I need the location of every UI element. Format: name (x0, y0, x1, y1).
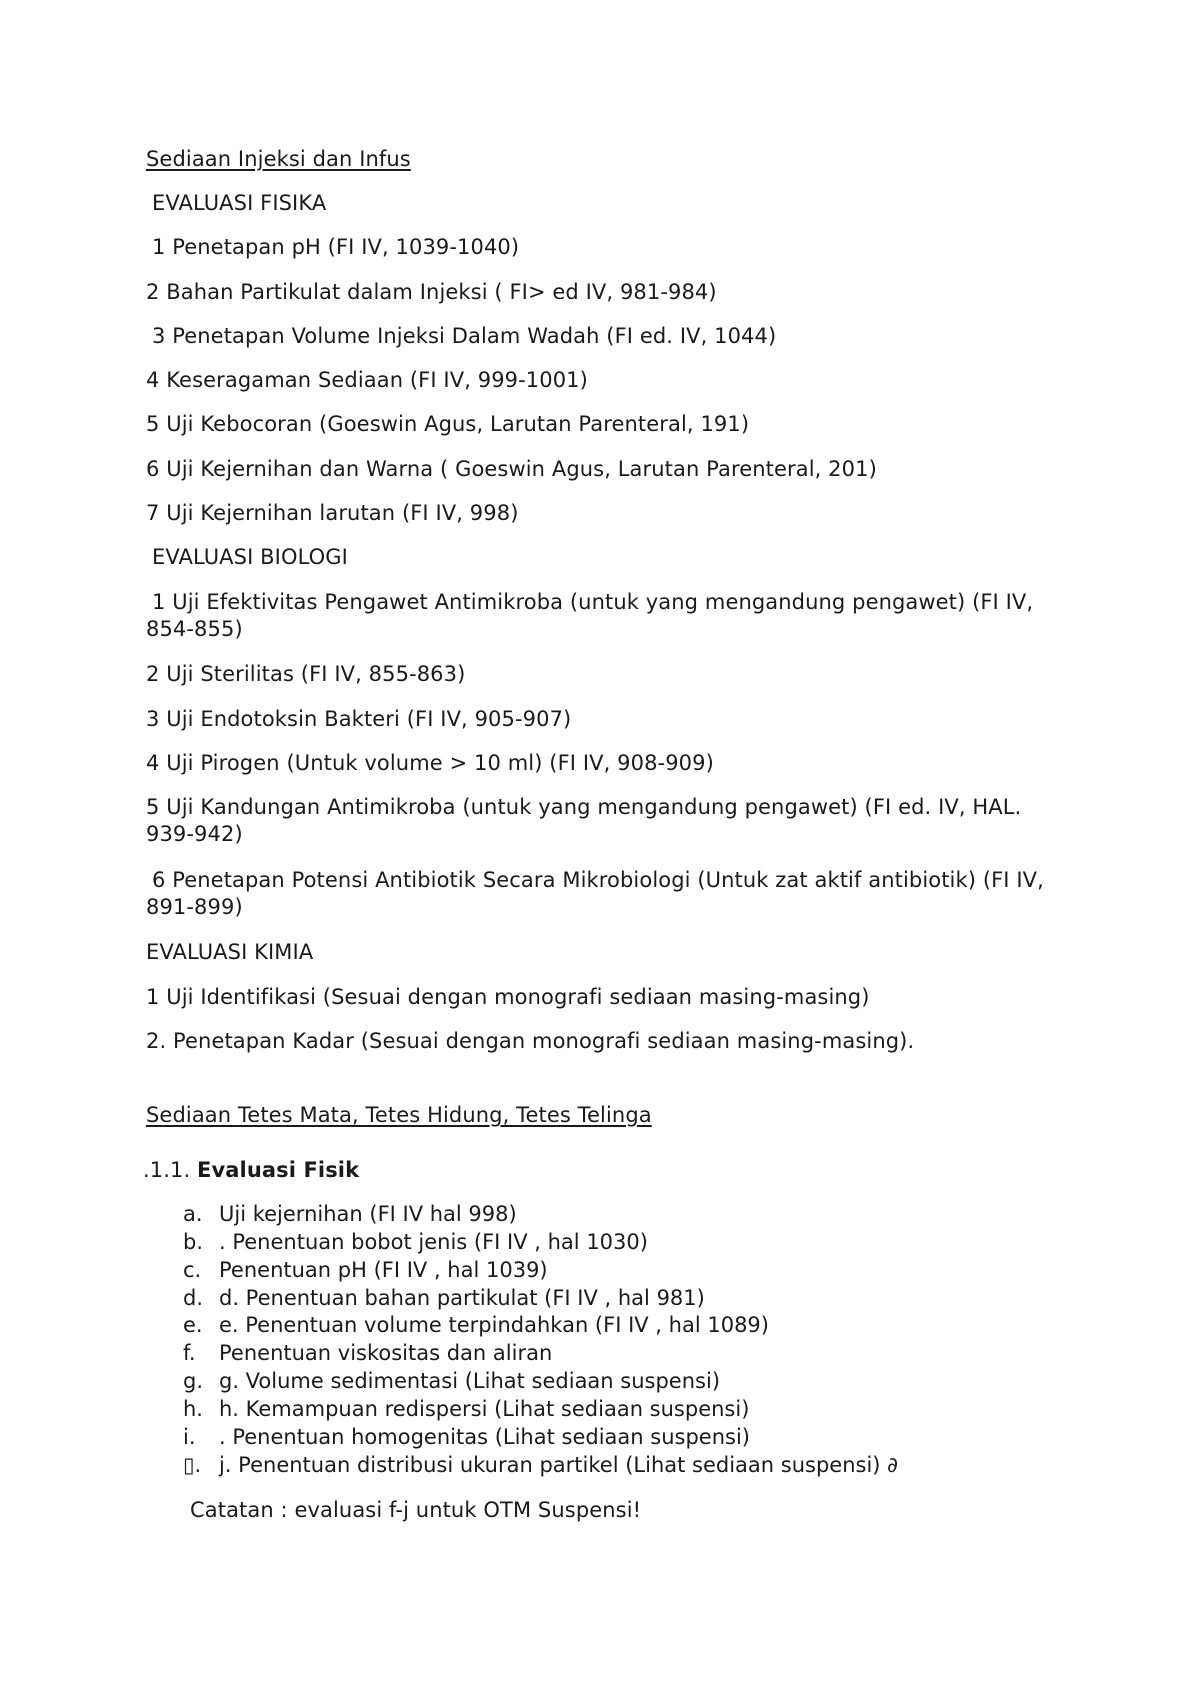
list-marker: g. (183, 1369, 204, 1393)
list-item (183, 1368, 720, 1395)
list-text: h. Kemampuan redispersi (Lihat sediaan suspensi) (219, 1397, 750, 1421)
list-item (183, 1201, 517, 1228)
list-text: Uji kejernihan (FI IV hal 998) (219, 1202, 517, 1226)
heading-evaluasi-fisika: EVALUASI FISIKA (152, 191, 327, 215)
list-text: Penentuan viskositas dan aliran (219, 1341, 553, 1365)
fisika-item-1: 1 Penetapan pH (FI IV, 1039-1040) (152, 235, 520, 259)
biologi-item-4: 4 Uji Pirogen (Untuk volume > 10 ml) (FI IV, 908-909) (146, 751, 714, 775)
list-text: e. Penentuan volume terpindahkan (FI IV , hal 1089) (219, 1313, 769, 1337)
biologi-item-5: 5 Uji Kandungan Antimikroba (untuk yang mengandung pengawet) (FI ed. IV, HAL. 939-942) (146, 795, 1022, 846)
list-item (183, 1229, 648, 1256)
fisika-item-5: 5 Uji Kebocoran (Goeswin Agus, Larutan Parenteral, 191) (146, 412, 750, 436)
kimia-item-1: 1 Uji Identifikasi (Sesuai dengan monografi sediaan masing-masing) (146, 985, 870, 1009)
heading-evaluasi-kimia: EVALUASI KIMIA (146, 940, 314, 964)
list-text: . Penentuan bobot jenis (FI IV , hal 1030) (219, 1230, 648, 1254)
list-marker: e. (183, 1313, 203, 1337)
biologi-item-1: 1 Uji Efektivitas Pengawet Antimikroba (untuk yang mengandung pengawet) (FI IV, 854-855) (146, 590, 1034, 641)
list-item (183, 1452, 898, 1479)
list-marker: c. (183, 1258, 202, 1282)
fisika-item-3: 3 Penetapan Volume Injeksi Dalam Wadah (FI ed. IV, 1044) (152, 324, 777, 348)
subheading-label: Evaluasi Fisik (197, 1158, 360, 1182)
list-text: Penentuan pH (FI IV , hal 1039) (219, 1258, 548, 1282)
list-item (183, 1285, 705, 1312)
list-text: . Penentuan homogenitas (Lihat sediaan suspensi) (219, 1425, 750, 1449)
section-title-injeksi: Sediaan Injeksi dan Infus (146, 147, 411, 171)
list-marker: b. (183, 1230, 204, 1254)
section-title-tetes: Sediaan Tetes Mata, Tetes Hidung, Tetes Telinga (146, 1103, 652, 1127)
list-item (183, 1424, 750, 1451)
list-text: g. Volume sedimentasi (Lihat sediaan suspensi) (219, 1369, 721, 1393)
list-item (183, 1396, 749, 1423)
fisika-item-4: 4 Keseragaman Sediaan (FI IV, 999-1001) (146, 368, 588, 392)
list-marker: d. (183, 1286, 204, 1310)
list-marker: h. (183, 1397, 203, 1421)
list-marker: ▯. (183, 1453, 202, 1477)
list-item (183, 1257, 548, 1284)
subheading-evaluasi-fisik (143, 1157, 359, 1184)
subheading-number: .1.1. (143, 1158, 191, 1182)
heading-evaluasi-biologi: EVALUASI BIOLOGI (152, 545, 348, 569)
list-item (183, 1312, 769, 1339)
kimia-item-2: 2. Penetapan Kadar (Sesuai dengan monografi sediaan masing-masing). (146, 1029, 915, 1053)
biologi-item-3: 3 Uji Endotoksin Bakteri (FI IV, 905-907) (146, 707, 572, 731)
list-text: d. Penentuan bahan partikulat (FI IV , hal 981) (219, 1286, 705, 1310)
biologi-item-2: 2 Uji Sterilitas (FI IV, 855-863) (146, 662, 466, 686)
list-item (183, 1340, 552, 1367)
fisika-item-7: 7 Uji Kejernihan larutan (FI IV, 998) (146, 501, 519, 525)
list-text: j. Penentuan distribusi ukuran partikel (Lihat sediaan suspensi) ∂ (219, 1453, 899, 1477)
list-marker: a. (183, 1202, 203, 1226)
list-marker: f. (183, 1341, 196, 1365)
catatan-note: Catatan : evaluasi f-j untuk OTM Suspensi! (190, 1498, 642, 1522)
fisika-item-2: 2 Bahan Partikulat dalam Injeksi ( FI> ed IV, 981-984) (146, 280, 717, 304)
biologi-item-6: 6 Penetapan Potensi Antibiotik Secara Mikrobiologi (Untuk zat aktif antibiotik) (FI IV, 891-899) (146, 868, 1044, 919)
fisika-item-6: 6 Uji Kejernihan dan Warna ( Goeswin Agus, Larutan Parenteral, 201) (146, 457, 877, 481)
list-marker: i. (183, 1425, 196, 1449)
